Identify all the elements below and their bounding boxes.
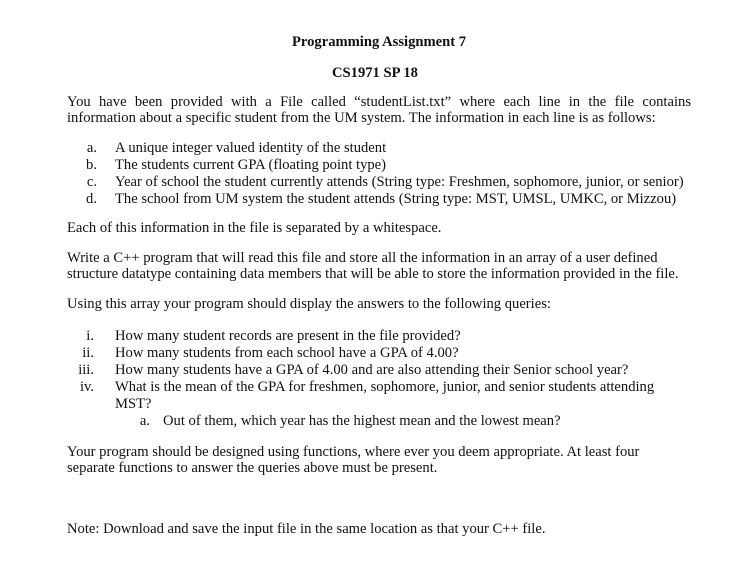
subquery-marker: a. (139, 413, 150, 429)
intro-line-2: information about a specific student from the UM system. The information in each line is as follows: (67, 110, 656, 126)
page-title: Programming Assignment 7 (292, 34, 467, 50)
field-marker: b. (86, 157, 97, 173)
field-item: The school from UM system the student attends (String type: MST, UMSL, UMKC, or Mizzou) (115, 191, 677, 207)
query-item-continuation: MST? (115, 396, 152, 412)
design-line-2: separate functions to answer the queries above must be present. (67, 460, 438, 476)
task-line-1: Write a C++ program that will read this file and store all the information in an array of a user defined (67, 250, 658, 266)
task-line-2: structure datatype containing data members that will be able to store the information provided in the file. (67, 266, 679, 282)
field-marker: a. (86, 140, 97, 156)
field-item: Year of school the student currently attends (String type: Freshmen, sophomore, junior, or senior) (115, 174, 684, 190)
course-code: CS1971 SP 18 (332, 65, 418, 81)
query-item: How many students have a GPA of 4.00 and are also attending their Senior school year? (115, 362, 629, 378)
intro-line-1: You have been provided with a File called “studentList.txt” where each line in the file contains (67, 94, 691, 110)
query-marker: i. (86, 328, 94, 344)
query-item: How many student records are present in the file provided? (115, 328, 461, 344)
field-item: The students current GPA (floating point type) (115, 157, 387, 173)
queries-intro: Using this array your program should display the answers to the following queries: (67, 296, 551, 312)
subquery-item: Out of them, which year has the highest mean and the lowest mean? (163, 413, 561, 429)
download-note: Note: Download and save the input file in the same location as that your C++ file. (67, 521, 546, 537)
query-marker: iii. (78, 362, 94, 378)
query-marker: iv. (79, 379, 94, 395)
design-line-1: Your program should be designed using functions, where ever you deem appropriate. At least four (67, 444, 640, 460)
separator-note: Each of this information in the file is separated by a whitespace. (67, 220, 442, 236)
query-marker: ii. (82, 345, 94, 361)
field-marker: c. (86, 174, 97, 190)
field-item: A unique integer valued identity of the student (115, 140, 387, 156)
field-marker: d. (86, 191, 97, 207)
query-item: What is the mean of the GPA for freshmen, sophomore, junior, and senior students attending (115, 379, 655, 395)
query-item: How many students from each school have a GPA of 4.00? (115, 345, 459, 361)
